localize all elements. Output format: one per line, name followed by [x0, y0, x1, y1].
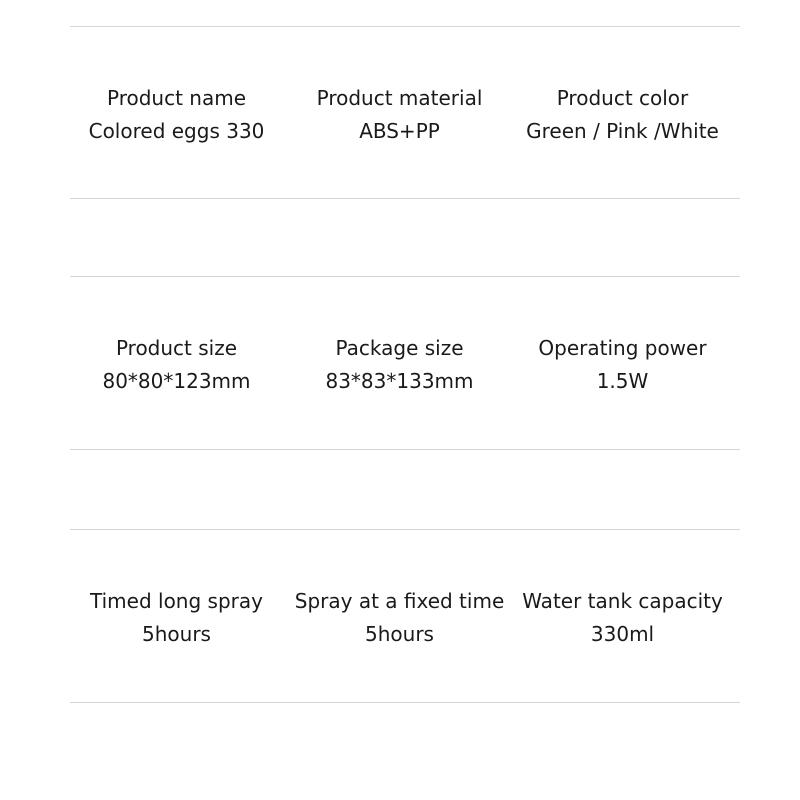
spec-value: ABS+PP — [359, 119, 440, 143]
spec-label: Product material — [316, 86, 483, 110]
spec-label: Water tank capacity — [522, 589, 723, 613]
spec-label: Timed long spray — [90, 589, 263, 613]
spec-value: Green / Pink /White — [526, 119, 719, 143]
spec-water-tank-capacity — [511, 585, 734, 651]
spec-label: Product color — [556, 86, 689, 110]
spec-value: 80*80*123mm — [102, 369, 251, 393]
spec-label: Operating power — [538, 336, 707, 360]
divider — [70, 529, 740, 530]
divider — [70, 198, 740, 199]
spec-value: 83*83*133mm — [325, 369, 474, 393]
divider-bottom — [70, 702, 740, 703]
divider — [70, 276, 740, 277]
divider — [70, 449, 740, 450]
spec-label: Product name — [106, 86, 246, 110]
divider-top — [70, 26, 740, 27]
spec-timed-long-spray — [65, 585, 288, 651]
spec-fixed-time-spray — [288, 585, 511, 651]
spec-value: Colored eggs 330 — [88, 119, 265, 143]
spec-product-color — [511, 82, 734, 148]
spec-operating-power — [511, 332, 734, 398]
spec-label: Package size — [335, 336, 464, 360]
spec-value: 5hours — [365, 622, 434, 646]
spec-label: Product size — [115, 336, 238, 360]
spec-value: 5hours — [142, 622, 211, 646]
spec-row-3 — [65, 585, 735, 651]
spec-package-size — [288, 332, 511, 398]
spec-value: 1.5W — [596, 369, 649, 393]
spec-product-name — [65, 82, 288, 148]
spec-row-2 — [65, 332, 735, 398]
spec-product-material — [288, 82, 511, 148]
spec-row-1 — [65, 82, 735, 148]
spec-value: 330ml — [590, 622, 655, 646]
spec-label: Spray at a fixed time — [294, 589, 505, 613]
spec-product-size — [65, 332, 288, 398]
